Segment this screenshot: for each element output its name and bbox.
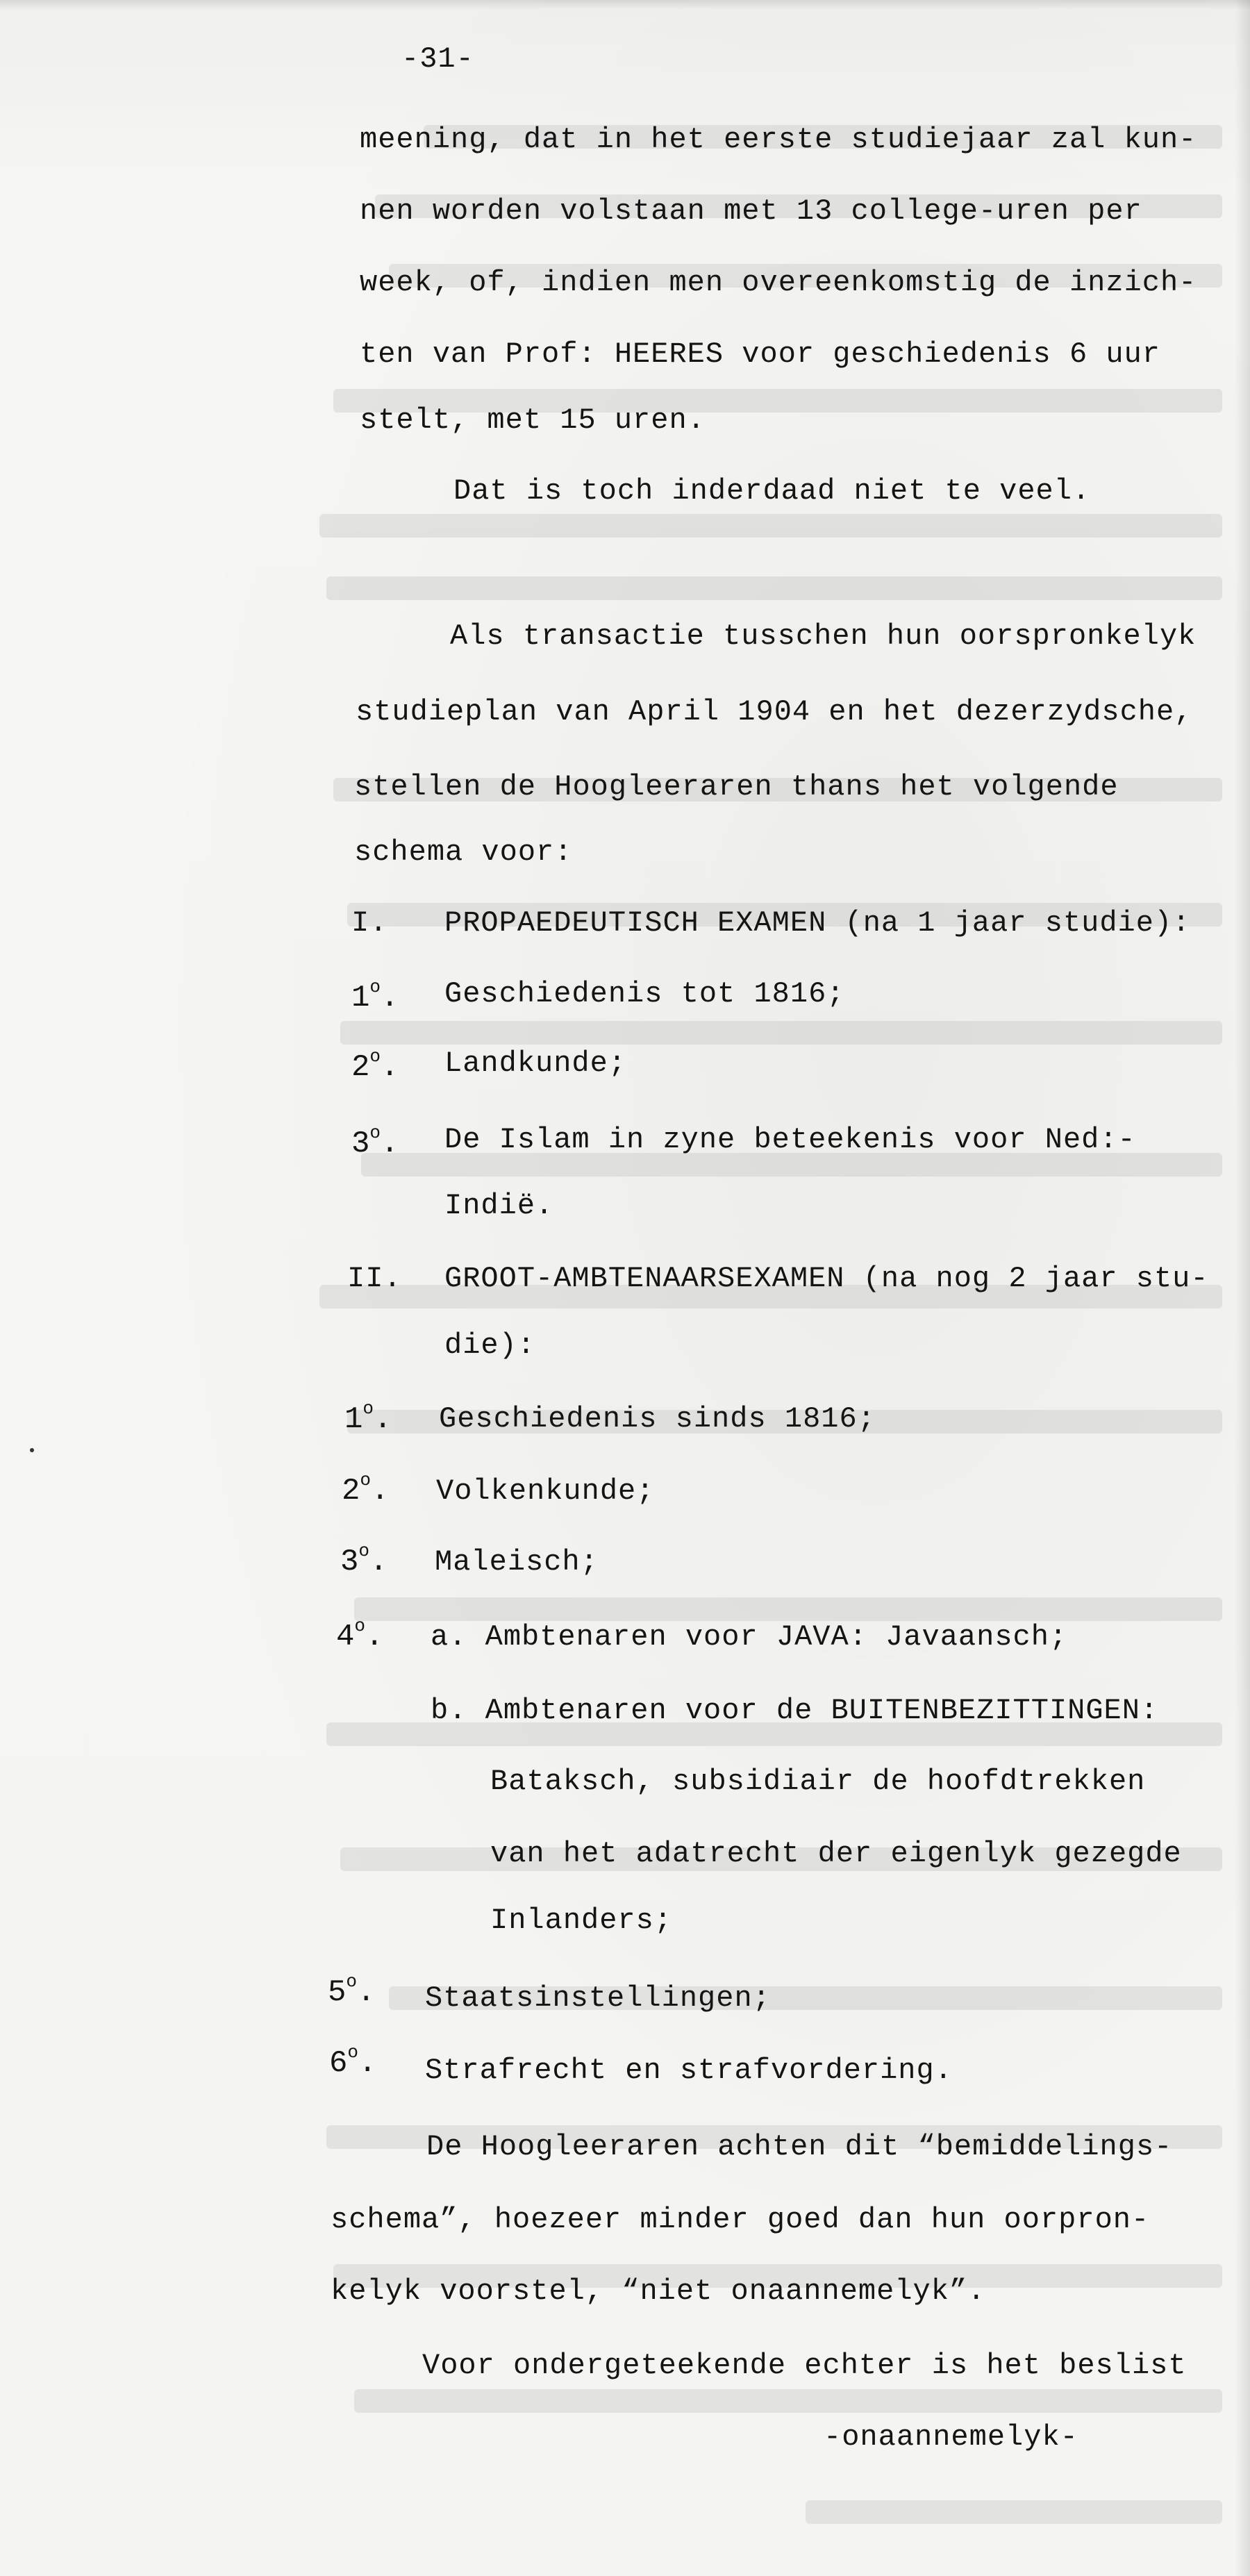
scan-speck	[30, 1448, 34, 1452]
section-2-item-4b-line-3: van het adatrecht der eigenlyk gezegde	[490, 1837, 1182, 1870]
paragraph-1-line-5: stelt, met 15 uren.	[360, 404, 706, 437]
paragraph-3-line-2: studieplan van April 1904 en het dezerzydsche,	[356, 695, 1193, 729]
top-edge-shadow	[0, 0, 1250, 10]
section-1-item-3-text: De Islam in zyne beteekenis voor Ned:-	[444, 1123, 1136, 1156]
section-1-item-1-text: Geschiedenis tot 1816;	[444, 977, 845, 1011]
section-2-item-3-number: 3$^o$.	[340, 1540, 388, 1579]
section-1-item-1-number: 1$^o$.	[351, 977, 399, 1015]
section-2-item-1-number: 1$^o$.	[344, 1398, 392, 1437]
section-1-item-2-text: Landkunde;	[444, 1047, 627, 1080]
section-2-item-2-number: 2$^o$.	[342, 1470, 390, 1509]
section-2-item-4-number: 4$^o$.	[336, 1615, 384, 1654]
section-2-heading-continuation: die):	[444, 1329, 536, 1362]
section-1-numeral: I.	[351, 906, 388, 940]
section-2-item-6-text: Strafrecht en strafvordering.	[425, 2054, 953, 2087]
section-1-item-3-continuation: Indië.	[444, 1189, 554, 1222]
section-1-item-2-number: 2$^o$.	[351, 1046, 399, 1085]
section-2-item-2-text: Volkenkunde;	[436, 1474, 655, 1508]
section-2-numeral: II.	[347, 1262, 402, 1295]
section-2-item-4b-line-2: Bataksch, subsidiair de hoofdtrekken	[490, 1765, 1146, 1798]
page-number: -31-	[401, 42, 474, 76]
paragraph-1-line-2: nen worden volstaan met 13 college-uren per	[360, 194, 1142, 228]
right-edge-shadow	[1235, 0, 1250, 2576]
section-2-item-4a-text: a. Ambtenaren voor JAVA: Javaansch;	[431, 1620, 1068, 1654]
section-2-item-4b-line-4: Inlanders;	[490, 1904, 673, 1937]
paragraph-4-line-2: schema”, hoezeer minder goed dan hun oorpron-	[331, 2203, 1150, 2236]
paragraph-2: Dat is toch inderdaad niet te veel.	[453, 474, 1091, 508]
paragraph-3-line-1: Als transactie tusschen hun oorspronkelyk	[450, 620, 1197, 653]
paragraph-1-line-4: ten van Prof: HEERES voor geschiedenis 6 uur	[360, 338, 1160, 371]
section-2-item-1-text: Geschiedenis sinds 1816;	[439, 1402, 876, 1436]
paragraph-5: Voor ondergeteekende echter is het beslist	[422, 2349, 1187, 2382]
section-2-item-6-number: 6$^o$.	[329, 2042, 377, 2081]
section-2-item-4b-text: b. Ambtenaren voor de BUITENBEZITTINGEN:	[431, 1694, 1159, 1727]
section-1-heading: PROPAEDEUTISCH EXAMEN (na 1 jaar studie):	[444, 906, 1191, 940]
section-2-item-3-text: Maleisch;	[435, 1545, 599, 1579]
section-2-item-5-text: Staatsinstellingen;	[425, 1981, 771, 2015]
paragraph-4-line-1: De Hoogleeraren achten dit “bemiddelings-	[426, 2130, 1173, 2163]
paragraph-1-line-1: meening, dat in het eerste studiejaar zal kun-	[360, 123, 1197, 156]
paragraph-3-line-4: schema voor:	[354, 836, 573, 869]
section-2-item-5-number: 5$^o$.	[328, 1971, 376, 2010]
section-2-heading: GROOT-AMBTENAARSEXAMEN (na nog 2 jaar stu-	[444, 1262, 1209, 1295]
paragraph-3-line-3: stellen de Hoogleeraren thans het volgende	[354, 770, 1119, 804]
paragraph-4-line-3: kelyk voorstel, “niet onaannemelyk”.	[331, 2275, 986, 2308]
catchword: -onaannemelyk-	[824, 2420, 1078, 2454]
section-1-item-3-number: 3$^o$.	[351, 1122, 399, 1161]
paragraph-1-line-3: week, of, indien men overeenkomstig de inzich-	[360, 266, 1197, 299]
